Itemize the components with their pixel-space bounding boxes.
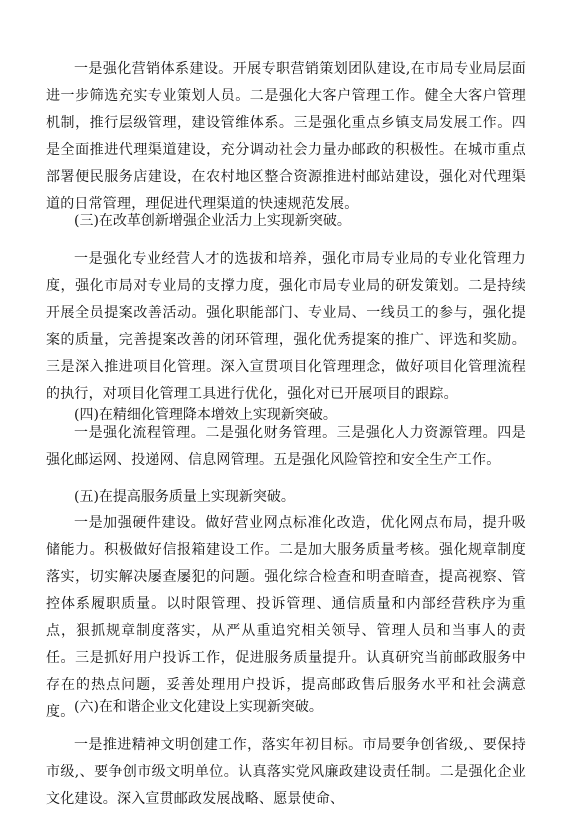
paragraph-4: 一是强化流程管理。二是强化财务管理。三是强化人力资源管理。四是强化邮运网、投递网、信息网管理。五是强化风险管控和安全生产工作。 (46, 425, 526, 468)
section-heading-4: (四)在精细化管理降本增效上实现新突破。 (74, 407, 337, 423)
paragraph-5: 一是加强硬件建设。做好营业网点标准化改造，优化网点布局，提升吸储能力。积极做好信报箱建设工作。二是加大服务质量考核。强化规章制度落实，切实解决屡查屡犯的问题。强化综合检查和明查暗查，提高视察、管控体系履职质量。以时限管理、投诉管理、通信质量和内部经营秩序为重点，狠抓规章制度落实，从严从重追究相关领导、管理人员和当事人的责任。三是抓好用户投诉工作，促进服务质量提升。认真研究当前邮政服务中存在的热点问题，妥善处理用户投诉，提高邮政售后服务水平和社会满意度。 (46, 515, 526, 720)
section-heading-5: (五)在提高服务质量上实现新突破。 (74, 489, 295, 505)
paragraph-1: 一是强化营销体系建设。开展专职营销策划团队建设,在市局专业局层面进一步筛选充实专业策划人员。二是强化大客户管理工作。健全大客户管理机制，推行层级管理，建设管维体系。三是强化重点乡镇支局发展工作。四是全面推进代理渠道建设，充分调动社会力量办邮政的积极性。在城市重点部署便民服务店建设，在农村地区整合资源推进村邮站建设，强化对代理渠道的日常管理，理促进代理渠道的快速规范发展。 (46, 61, 526, 212)
section-heading-6: (六)在和谐企业文化建设上实现新突破。 (74, 699, 323, 715)
paragraph-3: 一是强化专业经营人才的选拔和培养，强化市局专业局的专业化管理力度，强化市局对专业局的支撑力度，强化市局专业局的研发策划。二是持续开展全员提案改善活动。强化职能部门、专业局、一线员工的参与，强化提案的质量，完善提案改善的闭环管理，强化优秀提案的推广、评选和奖励。三是深入推进项目化管理。深入宣贯项目化管理理念，做好项目化管理流程的执行，对项目化管理工具进行优化，强化对已开展项目的跟踪。 (46, 251, 526, 402)
paragraph-6: 一是推进精神文明创建工作，落实年初目标。市局要争创省级,、要保持市级,、要争创市级文明单位。认真落实党风廉政建设责任制。二是强化企业文化建设。深入宣贯邮政发展战略、愿景使命、 (46, 737, 526, 807)
section-heading-3: (三)在改革创新增强企业活力上实现新突破。 (74, 213, 351, 229)
